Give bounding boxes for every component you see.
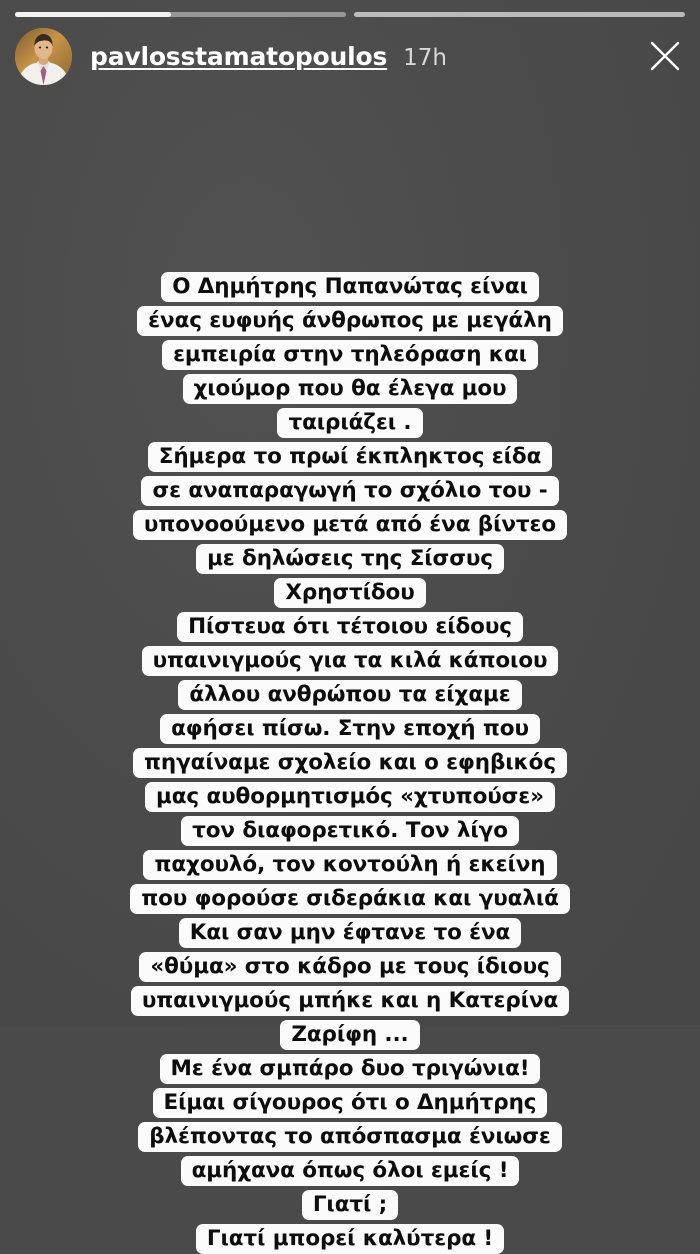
story-text-line: Γιατί ; — [302, 1190, 398, 1220]
story-text-line: εμπειρία στην τηλεόραση και — [162, 340, 538, 370]
story-text-line: χιούμορ που θα έλεγα μου — [183, 374, 518, 404]
avatar[interactable] — [15, 28, 72, 85]
story-text-line: «θύμα» στο κάδρο με τους ίδιους — [139, 952, 560, 982]
story-author-info — [90, 42, 644, 71]
story-text-line: αμήχανα όπως όλοι εμείς ! — [181, 1156, 520, 1186]
close-icon — [648, 39, 682, 73]
story-text-line: Είμαι σίγουρος ότι ο Δημήτρης — [153, 1088, 548, 1118]
story-text-line: Ο Δημήτρης Παπανώτας είναι — [161, 272, 539, 302]
story-text-line: υπαινιγμούς για τα κιλά κάποιου — [142, 646, 559, 676]
story-text-line: πηγαίναμε σχολείο και ο εφηβικός — [133, 748, 567, 778]
story-timestamp: 17h — [403, 44, 447, 71]
story-progress-bar — [15, 12, 685, 17]
story-header — [15, 27, 686, 85]
story-text-line: βλέποντας το απόσπασμα ένιωσε — [138, 1122, 561, 1152]
story-progress-segment-2[interactable] — [354, 12, 685, 17]
story-text-line: υπαινιγμούς μπήκε και η Κατερίνα — [131, 986, 569, 1016]
story-text-line: παχουλό, τον κοντούλη ή εκείνη — [143, 850, 556, 880]
story-text-line: Και σαν μην έφτανε το ένα — [179, 918, 521, 948]
story-text-line: αφήσει πίσω. Στην εποχή που — [160, 714, 540, 744]
story-progress-fill-1 — [15, 12, 171, 17]
story-text-line: Σήμερα το πρωί έκπληκτος είδα — [148, 442, 553, 472]
story-text-line: υπονοούμενο μετά από ένα βίντεο — [133, 510, 567, 540]
story-text-line: σε αναπαραγωγή το σχόλιο του - — [141, 476, 558, 506]
close-button[interactable] — [644, 35, 686, 77]
story-text-line: Γιατί μπορεί καλύτερα ! — [196, 1224, 504, 1254]
username-link[interactable]: pavlosstamatopoulos — [90, 41, 388, 71]
story-text-line: ένας ευφυής άνθρωπος με μεγάλη — [137, 306, 563, 336]
story-text-line: Πίστευα ότι τέτοιου είδους — [177, 612, 523, 642]
story-text-line: άλλου ανθρώπου τα είχαμε — [178, 680, 521, 710]
story-text-line: που φορούσε σιδεράκια και γυαλιά — [130, 884, 570, 914]
story-text-line: με δηλώσεις της Σίσσυς — [196, 544, 504, 574]
story-text-line: ταιριάζει . — [277, 408, 422, 438]
story-progress-segment-1[interactable] — [15, 12, 346, 17]
story-text-line: Χρηστίδου — [274, 578, 425, 608]
avatar-image — [15, 28, 72, 85]
story-text-line: μας αυθορμητισμός «χτυπούσε» — [145, 782, 555, 812]
story-text-line: τον διαφορετικό. Τον λίγο — [181, 816, 519, 846]
story-text-line: Με ένα σμπάρο δυο τριγώνια! — [160, 1054, 541, 1084]
story-text-overlay — [0, 272, 700, 1254]
story-text-line: Ζαρίφη ... — [280, 1020, 419, 1050]
